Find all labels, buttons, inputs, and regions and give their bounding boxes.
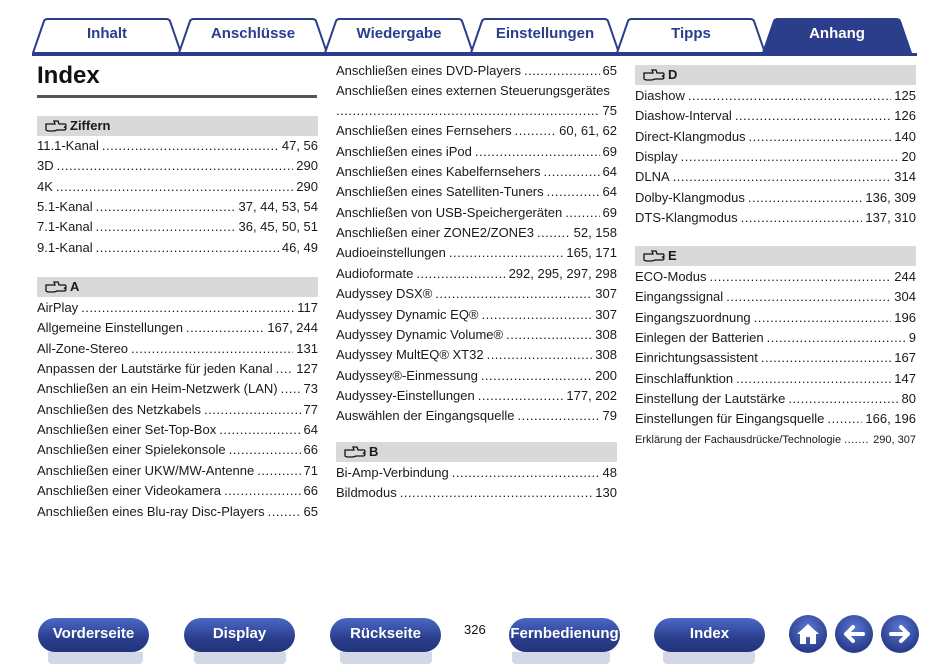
index-entry[interactable] bbox=[37, 440, 318, 460]
button-shadow bbox=[48, 652, 143, 664]
index-entry-name: Anschließen einer UKW/MW-Antenne bbox=[37, 462, 255, 478]
leader-dots bbox=[81, 298, 294, 318]
index-entry-pages[interactable]: 65 bbox=[303, 503, 318, 519]
index-entry[interactable] bbox=[336, 386, 617, 406]
tab-bar-baseline bbox=[32, 53, 917, 56]
index-entry-name: Audioeinstellungen bbox=[336, 245, 446, 261]
leader-dots bbox=[56, 177, 293, 197]
index-entry-name: Einrichtungsassistent bbox=[635, 350, 758, 366]
index-entry-name: 4K bbox=[37, 178, 53, 194]
leader-dots bbox=[257, 461, 300, 481]
index-entry[interactable] bbox=[336, 203, 617, 223]
button-shadow bbox=[663, 652, 755, 664]
leader-dots bbox=[281, 379, 301, 399]
section-header-label: E bbox=[668, 248, 677, 263]
leader-dots bbox=[102, 136, 279, 156]
index-entry[interactable] bbox=[37, 461, 318, 481]
index-entry-pages[interactable]: 244 bbox=[894, 269, 916, 284]
index-entry-pages[interactable]: 177, 202 bbox=[566, 387, 617, 403]
page-title: Index bbox=[37, 62, 100, 89]
leader-dots bbox=[710, 267, 892, 287]
index-entry-name: Anschließen von USB-Speichergeräten bbox=[336, 204, 563, 220]
index-entry[interactable] bbox=[37, 379, 318, 399]
leader-dots bbox=[449, 243, 564, 263]
leader-dots bbox=[224, 481, 301, 501]
index-entry-name: 7.1-Kanal bbox=[37, 219, 93, 235]
leader-dots bbox=[186, 318, 264, 338]
leader-dots bbox=[827, 409, 862, 429]
index-entry[interactable] bbox=[336, 345, 617, 365]
index-entry[interactable] bbox=[37, 502, 318, 522]
index-entry-name: Anschließen eines externen Steuerungsgerätes bbox=[336, 83, 610, 99]
index-entry-pages[interactable]: 48 bbox=[602, 465, 617, 480]
index-entry[interactable] bbox=[37, 420, 318, 440]
leader-dots bbox=[487, 345, 593, 365]
index-entry-name: Anschließen eines DVD-Players bbox=[336, 63, 521, 78]
index-entry-pages[interactable]: 65 bbox=[602, 63, 617, 78]
index-entry-name: 3D bbox=[37, 158, 54, 174]
button-shadow bbox=[340, 652, 432, 664]
leader-dots bbox=[537, 223, 571, 243]
button-shadow bbox=[194, 652, 286, 664]
leader-dots bbox=[452, 463, 600, 483]
index-entry-pages[interactable]: 69 bbox=[602, 143, 617, 159]
index-entry-name: Anschließen eines Blu-ray Disc-Players bbox=[37, 503, 265, 519]
leader-dots bbox=[688, 86, 891, 106]
index-entry-name: Audyssey DSX® bbox=[336, 286, 433, 302]
leader-dots bbox=[844, 430, 870, 450]
index-entry-name: Anschließen des Netzkabels bbox=[37, 401, 202, 417]
index-entry-name: Anschließen eines Kabelfernsehers bbox=[336, 164, 541, 180]
leader-dots bbox=[416, 264, 505, 284]
leader-dots bbox=[754, 308, 892, 328]
index-entry-pages[interactable]: 167, 244 bbox=[267, 320, 318, 336]
leader-dots bbox=[565, 203, 599, 223]
index-entry[interactable] bbox=[37, 339, 318, 359]
index-entry-name: Einlegen der Batterien bbox=[635, 330, 764, 346]
index-entry-pages[interactable]: 140 bbox=[894, 128, 916, 144]
leader-dots bbox=[96, 238, 279, 258]
index-entry[interactable] bbox=[37, 197, 318, 217]
index-entry-pages[interactable]: 308 bbox=[595, 326, 617, 342]
index-entry-name: Einstellungen für Eingangsquelle bbox=[635, 411, 825, 427]
leader-dots bbox=[204, 400, 301, 420]
leader-dots bbox=[761, 348, 891, 368]
index-entry-name: Einstellung der Lautstärke bbox=[635, 391, 786, 407]
index-entry-pages[interactable]: 131 bbox=[296, 340, 318, 356]
tab-label: Anhang bbox=[809, 25, 865, 42]
leader-dots bbox=[336, 101, 600, 121]
tab-anschlüsse[interactable] bbox=[178, 18, 328, 53]
tab-label: Inhalt bbox=[87, 25, 127, 42]
index-entry-pages[interactable]: 292, 295, 297, 298 bbox=[508, 265, 617, 281]
index-entry-name: Bildmodus bbox=[336, 485, 397, 501]
index-entry[interactable] bbox=[635, 287, 916, 307]
index-entry-pages[interactable]: 147 bbox=[894, 370, 916, 386]
leader-dots bbox=[482, 305, 593, 325]
section-header-a bbox=[37, 277, 318, 297]
index-entry-name: Anschließen eines Satelliten-Tuners bbox=[336, 184, 544, 200]
index-entry-pages[interactable]: 64 bbox=[602, 184, 617, 200]
index-entry[interactable] bbox=[635, 409, 916, 429]
leader-dots bbox=[741, 208, 863, 228]
index-entry-name: ECO-Modus bbox=[635, 269, 707, 284]
index-entry-pages[interactable]: 46, 49 bbox=[281, 239, 318, 255]
leader-dots bbox=[96, 217, 236, 237]
index-entry-name: 5.1-Kanal bbox=[37, 199, 93, 215]
index-entry-name: Diashow bbox=[635, 88, 685, 103]
index-entry-name: Bi-Amp-Verbindung bbox=[336, 465, 449, 480]
index-entry-name: Anschließen einer ZONE2/ZONE3 bbox=[336, 225, 534, 241]
index-entry[interactable] bbox=[635, 348, 916, 368]
page-number: 326 bbox=[464, 622, 486, 637]
leader-dots bbox=[547, 182, 600, 202]
index-entry[interactable] bbox=[635, 267, 916, 287]
index-entry-pages[interactable]: 200 bbox=[595, 367, 617, 383]
section-header-label: B bbox=[369, 444, 379, 459]
tab-anhang[interactable] bbox=[762, 18, 912, 53]
index-entry[interactable] bbox=[635, 308, 916, 328]
index-entry-pages[interactable]: 308 bbox=[595, 347, 617, 363]
leader-dots bbox=[96, 197, 236, 217]
index-entry-pages[interactable]: 126 bbox=[894, 108, 916, 124]
index-entry-pages[interactable]: 73 bbox=[303, 381, 318, 397]
index-entry[interactable] bbox=[336, 284, 617, 304]
index-entry-pages[interactable]: 71 bbox=[303, 462, 318, 478]
index-entry-name: 11.1-Kanal bbox=[37, 138, 99, 153]
tab-label: Tipps bbox=[671, 25, 711, 42]
index-entry-name: Audyssey Dynamic EQ® bbox=[336, 306, 479, 322]
leader-dots bbox=[229, 440, 301, 460]
index-entry[interactable] bbox=[37, 136, 318, 156]
index-entry-pages[interactable]: 290, 307 bbox=[873, 433, 916, 446]
index-entry[interactable] bbox=[336, 142, 617, 162]
leader-dots bbox=[435, 284, 592, 304]
index-entry[interactable] bbox=[37, 298, 318, 318]
leader-dots bbox=[131, 339, 293, 359]
index-entry[interactable] bbox=[336, 243, 617, 263]
leader-dots bbox=[544, 162, 600, 182]
section-header-b bbox=[336, 442, 617, 462]
front-view-button[interactable]: Vorderseite bbox=[38, 618, 149, 652]
index-entry-pages[interactable]: 60, 61, 62 bbox=[559, 123, 617, 139]
index-entry[interactable] bbox=[336, 81, 617, 121]
index-entry[interactable] bbox=[336, 463, 617, 483]
index-entry[interactable] bbox=[37, 156, 318, 176]
title-underline bbox=[37, 95, 317, 98]
index-button[interactable]: Index bbox=[654, 618, 765, 652]
index-entry-name: Auswählen der Eingangsquelle bbox=[336, 408, 515, 424]
index-entry-pages[interactable]: 79 bbox=[602, 408, 617, 424]
index-entry-name: DLNA bbox=[635, 169, 670, 185]
index-entry-name: Einschlaffunktion bbox=[635, 370, 734, 386]
index-entry[interactable] bbox=[336, 406, 617, 426]
leader-dots bbox=[276, 359, 294, 379]
index-entry-pages[interactable]: 77 bbox=[303, 401, 318, 417]
pointing-hand-icon bbox=[45, 120, 67, 132]
index-entry[interactable] bbox=[336, 483, 617, 503]
index-entry[interactable] bbox=[37, 177, 318, 197]
index-entry-name: All-Zone-Stereo bbox=[37, 340, 129, 356]
index-entry-pages[interactable]: 20 bbox=[901, 149, 916, 165]
index-entry-pages[interactable]: 47, 56 bbox=[281, 138, 318, 153]
index-entry-pages[interactable]: 36, 45, 50, 51 bbox=[238, 219, 318, 235]
index-entry-name: Audyssey Dynamic Volume® bbox=[336, 326, 504, 342]
index-entry[interactable] bbox=[37, 238, 318, 258]
index-entry-name: Anschließen eines Fernsehers bbox=[336, 123, 512, 139]
index-entry[interactable] bbox=[635, 188, 916, 208]
index-entry[interactable] bbox=[336, 305, 617, 325]
index-entry-name: Allgemeine Einstellungen bbox=[37, 320, 183, 336]
leader-dots bbox=[673, 167, 892, 187]
leader-dots bbox=[481, 366, 592, 386]
index-entry-pages[interactable]: 304 bbox=[894, 289, 916, 305]
index-entry[interactable] bbox=[336, 366, 617, 386]
leader-dots bbox=[518, 406, 600, 426]
index-entry[interactable] bbox=[635, 328, 916, 348]
pointing-hand-icon bbox=[643, 69, 665, 81]
leader-dots bbox=[736, 369, 891, 389]
index-entry-pages[interactable]: 165, 171 bbox=[566, 245, 617, 261]
index-entry-name: Audyssey®-Einmessung bbox=[336, 367, 478, 383]
index-entry[interactable] bbox=[37, 481, 318, 501]
section-header-d bbox=[635, 65, 916, 85]
index-entry[interactable] bbox=[37, 359, 318, 379]
index-entry[interactable] bbox=[336, 223, 617, 243]
tab-tipps[interactable] bbox=[616, 18, 766, 53]
index-entry-name: Audyssey MultEQ® XT32 bbox=[336, 347, 484, 363]
index-entry-name: Anschließen eines iPod bbox=[336, 143, 472, 159]
index-entry-pages[interactable]: 117 bbox=[297, 300, 318, 315]
index-entry-name: Direct-Klangmodus bbox=[635, 128, 746, 144]
index-entry[interactable] bbox=[336, 121, 617, 141]
home-icon bbox=[789, 615, 827, 653]
index-entry[interactable] bbox=[336, 182, 617, 202]
leader-dots bbox=[475, 142, 600, 162]
display-button[interactable]: Display bbox=[184, 618, 295, 652]
index-entry-pages[interactable]: 80 bbox=[901, 391, 916, 407]
arrow-right-icon bbox=[881, 615, 919, 653]
leader-dots bbox=[735, 106, 891, 126]
index-entry-name: 9.1-Kanal bbox=[37, 239, 93, 255]
leader-dots bbox=[400, 483, 593, 503]
section-header-label: Ziffern bbox=[70, 118, 111, 133]
section-header-ziffern bbox=[37, 116, 318, 136]
tab-inhalt[interactable] bbox=[32, 18, 182, 53]
index-entry-pages[interactable]: 127 bbox=[296, 361, 318, 377]
index-entry-pages[interactable]: 52, 158 bbox=[573, 225, 617, 241]
tab-label: Anschlüsse bbox=[210, 25, 296, 42]
leader-dots bbox=[219, 420, 300, 440]
index-entry-pages[interactable]: 307 bbox=[595, 306, 617, 322]
pointing-hand-icon bbox=[643, 250, 665, 262]
top-tab-bar bbox=[32, 16, 917, 56]
tab-wiedergabe[interactable] bbox=[324, 18, 474, 53]
tab-label: Wiedergabe bbox=[356, 25, 442, 42]
leader-dots bbox=[268, 502, 301, 522]
index-entry-pages[interactable]: 137, 310 bbox=[865, 210, 916, 226]
section-header-label: A bbox=[70, 279, 80, 294]
leader-dots bbox=[749, 127, 892, 147]
index-entry[interactable] bbox=[336, 61, 617, 81]
index-entry-name: Anschließen einer Spielekonsole bbox=[37, 442, 226, 458]
index-entry-pages[interactable]: 64 bbox=[303, 422, 318, 438]
index-entry-pages[interactable]: 64 bbox=[602, 164, 617, 180]
index-entry[interactable] bbox=[37, 217, 318, 237]
index-entry-name: Eingangszuordnung bbox=[635, 309, 751, 325]
arrow-left-icon bbox=[835, 615, 873, 653]
index-entry[interactable] bbox=[635, 127, 916, 147]
tab-einstellungen[interactable] bbox=[470, 18, 620, 53]
index-entry-name: Erklärung der Fachausdrücke/Technologie bbox=[635, 433, 842, 446]
index-entry-name: Dolby-Klangmodus bbox=[635, 189, 745, 205]
button-shadow bbox=[512, 652, 610, 664]
leader-dots bbox=[506, 325, 592, 345]
index-entry-name: Diashow-Interval bbox=[635, 108, 732, 124]
index-entry-pages[interactable]: 75 bbox=[602, 103, 617, 119]
pointing-hand-icon bbox=[45, 281, 67, 293]
index-entry-name: Anpassen der Lautstärke für jeden Kanal bbox=[37, 361, 273, 377]
leader-dots bbox=[478, 386, 564, 406]
index-entry[interactable] bbox=[336, 264, 617, 284]
index-entry-pages[interactable]: 290 bbox=[296, 158, 318, 174]
index-entry-pages[interactable]: 37, 44, 53, 54 bbox=[238, 199, 318, 215]
index-entry-pages[interactable]: 125 bbox=[894, 88, 916, 103]
index-entry-name: AirPlay bbox=[37, 300, 79, 315]
index-entry[interactable] bbox=[635, 430, 916, 450]
index-entry[interactable] bbox=[635, 208, 916, 228]
index-entry-pages[interactable]: 130 bbox=[595, 485, 617, 501]
index-entry[interactable] bbox=[37, 318, 318, 338]
leader-dots bbox=[767, 328, 906, 348]
index-entry-pages[interactable]: 66 bbox=[303, 442, 318, 458]
section-header-e bbox=[635, 246, 916, 266]
back-button[interactable] bbox=[835, 615, 873, 653]
tab-label: Einstellungen bbox=[495, 25, 595, 42]
index-entry-pages[interactable]: 167 bbox=[894, 350, 916, 366]
forward-button[interactable] bbox=[881, 615, 919, 653]
index-entry-pages[interactable]: 136, 309 bbox=[865, 189, 916, 205]
index-entry[interactable] bbox=[635, 369, 916, 389]
index-entry[interactable] bbox=[336, 162, 617, 182]
leader-dots bbox=[681, 147, 899, 167]
index-entry[interactable] bbox=[635, 86, 916, 106]
leader-dots bbox=[748, 188, 863, 208]
index-entry-name: Anschließen einer Set-Top-Box bbox=[37, 422, 217, 438]
index-entry-pages[interactable]: 196 bbox=[894, 309, 916, 325]
index-entry-pages[interactable]: 66 bbox=[303, 483, 318, 499]
index-entry-pages[interactable]: 290 bbox=[296, 178, 318, 194]
index-entry[interactable] bbox=[336, 325, 617, 345]
index-entry-name: Audyssey-Einstellungen bbox=[336, 387, 475, 403]
index-entry-line2 bbox=[336, 101, 617, 121]
index-entry-name: Display bbox=[635, 149, 678, 165]
leader-dots bbox=[57, 156, 294, 176]
index-entry[interactable] bbox=[635, 389, 916, 409]
index-entry[interactable] bbox=[635, 106, 916, 126]
index-entry[interactable] bbox=[635, 147, 916, 167]
pointing-hand-icon bbox=[344, 446, 366, 458]
index-entry[interactable] bbox=[37, 400, 318, 420]
remote-control-button[interactable]: Fernbedienung bbox=[509, 618, 620, 652]
home-button[interactable] bbox=[789, 615, 827, 653]
index-entry-name: Audioformate bbox=[336, 265, 414, 281]
index-entry-pages[interactable]: 307 bbox=[595, 286, 617, 302]
section-header-label: D bbox=[668, 67, 678, 82]
leader-dots bbox=[788, 389, 898, 409]
index-entry-pages[interactable]: 314 bbox=[894, 169, 916, 185]
index-entry-pages[interactable]: 166, 196 bbox=[865, 411, 916, 427]
index-entry-name: Eingangssignal bbox=[635, 289, 724, 305]
rear-view-button[interactable]: Rückseite bbox=[330, 618, 441, 652]
leader-dots bbox=[515, 121, 557, 141]
index-entry-name: Anschließen an ein Heim-Netzwerk (LAN) bbox=[37, 381, 278, 397]
index-entry-name: DTS-Klangmodus bbox=[635, 210, 738, 226]
index-entry-name: Anschließen einer Videokamera bbox=[37, 483, 222, 499]
leader-dots bbox=[726, 287, 891, 307]
index-entry-pages[interactable]: 69 bbox=[602, 204, 617, 220]
index-entry[interactable] bbox=[635, 167, 916, 187]
index-entry-pages[interactable]: 9 bbox=[908, 330, 916, 346]
leader-dots bbox=[524, 61, 600, 81]
